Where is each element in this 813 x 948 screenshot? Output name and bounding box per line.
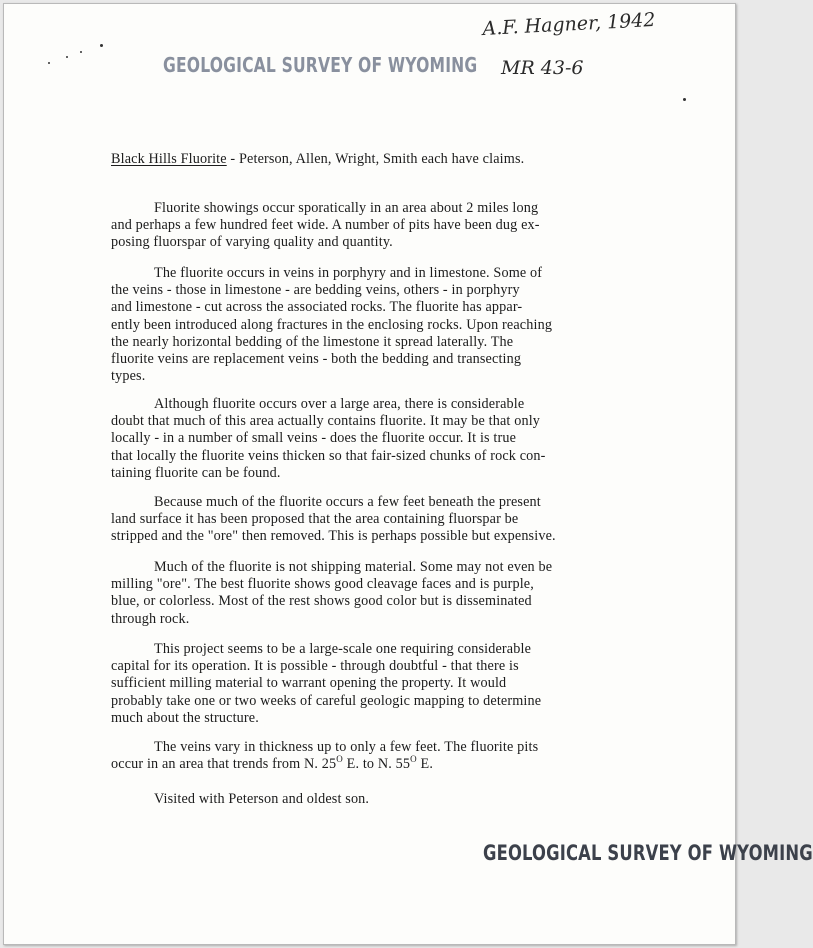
text-line: the nearly horizontal bedding of the limestone it spread laterally. The bbox=[111, 333, 514, 350]
trend-text-start: occur in an area that trends from N. 25 bbox=[111, 756, 337, 773]
closing-line: Visited with Peterson and oldest son. bbox=[154, 791, 370, 807]
degree-mark: O bbox=[336, 754, 343, 765]
paper-speck bbox=[683, 98, 686, 101]
text-line: doubt that much of this area actually contains fluorite. It may be that only bbox=[111, 413, 541, 430]
text-line: fluorite veins are replacement veins - both the bedding and transecting bbox=[111, 351, 522, 368]
paper-speck bbox=[48, 62, 50, 64]
paragraph-4 bbox=[111, 494, 691, 546]
survey-stamp-bottom: GEOLOGICAL SURVEY OF WYOMING bbox=[483, 841, 813, 865]
handwritten-author-date: A.F. Hagner, 1942 bbox=[482, 8, 656, 40]
text-line: posing fluorspar of varying quality and quantity. bbox=[111, 234, 393, 251]
text-line: The fluorite occurs in veins in porphyry and in limestone. Some of bbox=[154, 265, 543, 281]
text-line: stripped and the "ore" then removed. This is perhaps possible but expensive. bbox=[111, 528, 556, 545]
paragraph-2 bbox=[111, 265, 691, 385]
paragraph-7 bbox=[111, 739, 691, 773]
degree-mark: O bbox=[410, 754, 417, 765]
text-line: probably take one or two weeks of careful geologic mapping to determine bbox=[111, 692, 542, 709]
text-line: through rock. bbox=[111, 610, 190, 627]
report-heading bbox=[111, 151, 691, 168]
text-line: Although fluorite occurs over a large area, there is considerable bbox=[154, 396, 525, 412]
text-line: blue, or colorless. Most of the rest shows good color but is disseminated bbox=[111, 593, 532, 610]
text-line: ently been introduced along fractures in the enclosing rocks. Upon reaching bbox=[111, 316, 553, 333]
trend-line bbox=[111, 756, 691, 773]
handwritten-code: MR 43-6 bbox=[501, 57, 584, 79]
text-line: milling "ore". The best fluorite shows good cleavage faces and is purple, bbox=[111, 576, 534, 593]
closing-paragraph bbox=[111, 791, 691, 808]
text-line: Fluorite showings occur sporatically in an area about 2 miles long bbox=[154, 200, 539, 216]
paper-speck bbox=[100, 44, 103, 47]
trend-text-end: E. bbox=[416, 756, 434, 773]
text-line: Because much of the fluorite occurs a few feet beneath the present bbox=[154, 494, 541, 510]
text-line: Much of the fluorite is not shipping material. Some may not even be bbox=[154, 559, 553, 575]
text-line: sufficient milling material to warrant opening the property. It would bbox=[111, 675, 507, 692]
trend-text-mid: E. to N. 55 bbox=[342, 756, 411, 773]
text-line: types. bbox=[111, 368, 146, 385]
paragraph-5 bbox=[111, 559, 691, 628]
text-line: land surface it has been proposed that the area containing fluorspar be bbox=[111, 511, 519, 528]
document-page bbox=[3, 3, 813, 945]
heading-claims: - Peterson, Allen, Wright, Smith each have claims. bbox=[226, 151, 525, 167]
text-line: taining fluorite can be found. bbox=[111, 464, 281, 481]
paragraph-1 bbox=[111, 200, 691, 252]
paper-speck bbox=[66, 56, 68, 58]
text-line: much about the structure. bbox=[111, 709, 259, 726]
survey-stamp-top: GEOLOGICAL SURVEY OF WYOMING bbox=[163, 53, 478, 77]
text-line: locally - in a number of small veins - does the fluorite occur. It is true bbox=[111, 430, 517, 447]
heading-title: Black Hills Fluorite bbox=[111, 151, 227, 167]
paragraph-3 bbox=[111, 396, 691, 482]
text-line: The veins vary in thickness up to only a few feet. The fluorite pits bbox=[154, 739, 539, 755]
text-line: This project seems to be a large-scale one requiring considerable bbox=[154, 641, 532, 657]
text-line: and limestone - cut across the associated rocks. The fluorite has appar- bbox=[111, 299, 523, 316]
text-line: capital for its operation. It is possible - through doubtful - that there is bbox=[111, 658, 519, 675]
text-line: that locally the fluorite veins thicken so that fair-sized chunks of rock con- bbox=[111, 447, 546, 464]
text-line: and perhaps a few hundred feet wide. A number of pits have been dug ex- bbox=[111, 217, 540, 234]
text-line: the veins - those in limestone - are bedding veins, others - in porphyry bbox=[111, 282, 520, 299]
paper-speck bbox=[80, 51, 82, 53]
paragraph-6 bbox=[111, 641, 691, 727]
